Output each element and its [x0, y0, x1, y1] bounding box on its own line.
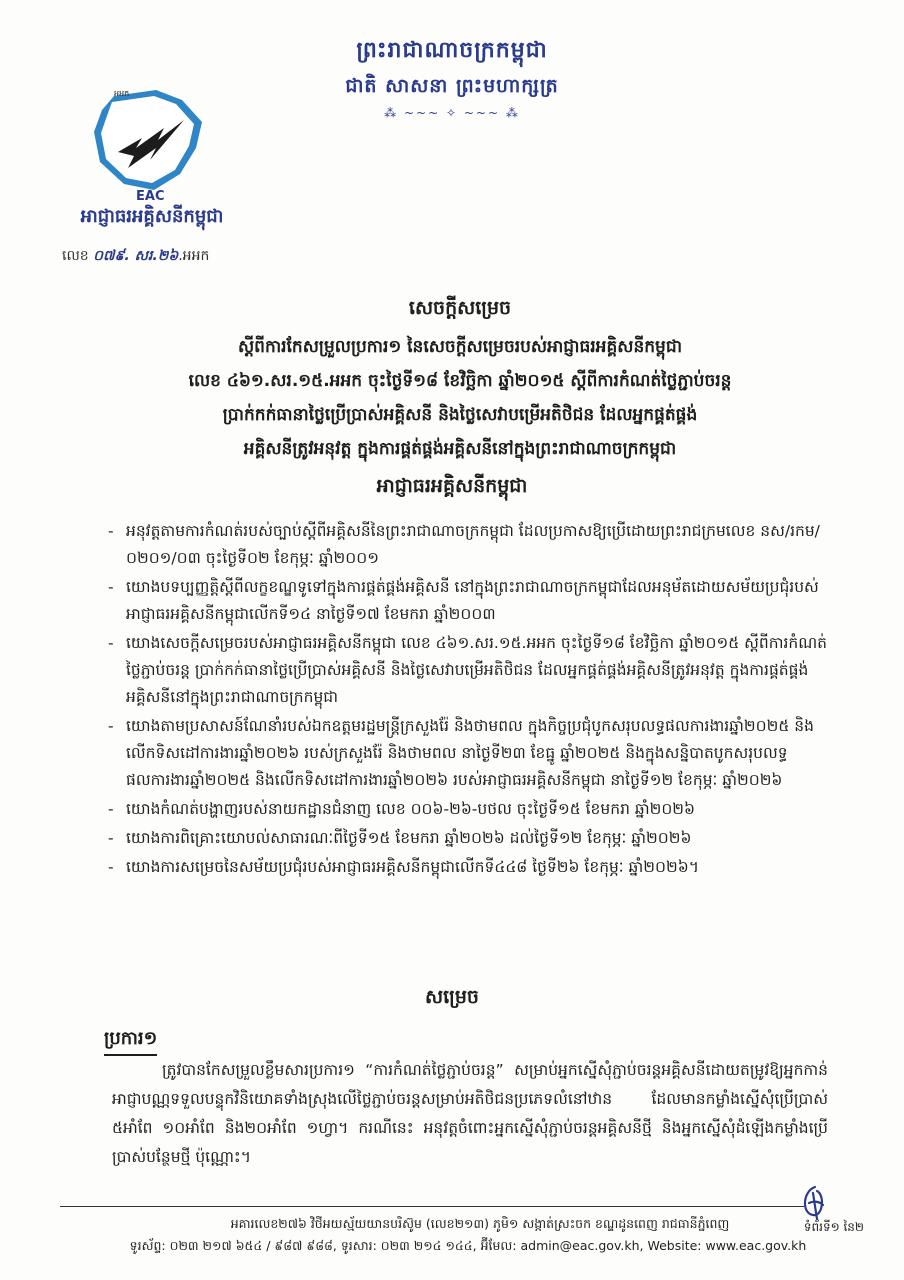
- footer-contact: ទូរស័ព្ទ: ០២៣ ២១៧ ៦៥៤ / ៩៨៧ ៩៨៨, ទូរសារ: ០២៣ ២១៤ ១៤៤, អ៊ីមែល: admin@eac.gov.kh, Website: www.eac.gov.kh: [129, 1238, 807, 1253]
- subject-line-4: អគ្គិសនីត្រូវអនុវត្ត ក្នុងការផ្គត់ផ្គង់អគ្គិសនីនៅក្នុងព្រះរាជាណាចក្រកម្ពុជា: [243, 439, 677, 459]
- footer-divider: [60, 1206, 804, 1207]
- decision-title-block: [60, 296, 860, 466]
- page-number: ទំព័រទី១ នៃ២: [803, 1220, 864, 1234]
- ornament-divider: ⁂ ~~~ ✧ ~~~ ⁂: [384, 106, 520, 120]
- recital-item: - យោងការសម្រេចនៃសម័យប្រជុំរបស់អាជ្ញាធរអគ្គិសនីកម្ពុជាលើកទី៤៤៨ ថ្ងៃទី២៦ ខែកុម្ភៈ ឆ្នាំ២០២៦។: [112, 854, 832, 881]
- reference-number: [62, 246, 209, 267]
- recitals-list: [112, 518, 832, 883]
- recital-item: - យោងបទប្បញ្ញត្តិស្តីពីលក្ខខណ្ឌទូទៅក្នុងការផ្គត់ផ្គង់អគ្គិសនី នៅក្នុងព្រះរាជាណាចក្រកម្ពុជាដែលអនុម័តដោយសម័យប្រជុំរបស់អាជ្ញាធរអគ្គិសនីកម្ពុជាលើកទី១៤ នាថ្ងៃទី១៧ ខែមករា ឆ្នាំ២០០៣: [112, 574, 832, 628]
- recital-item: - យោងការពិគ្រោះយោបល់សាធារណៈពីថ្ងៃទី១៥ ខែមករា ឆ្នាំ២០២៦ ដល់ថ្ងៃទី១២ ខែកុម្ភៈ ឆ្នាំ២០២៦: [112, 825, 832, 852]
- footer-address: អគារលេខ២៧៦ វិថីអយស្ម័យយានបរិស៊ូម (លេខ២១៣) ភូមិ១ សង្កាត់ស្រះចក ខណ្ឌដូនពេញ រាជធានីភ្នំពេញ: [230, 1216, 730, 1231]
- kingdom-title: ព្រះរាជាណាចក្រកម្ពុជា: [356, 38, 548, 63]
- national-motto: ជាតិ សាសនា ព្រះមហាក្សត្រ: [345, 75, 559, 97]
- logo-small-text: អអក: [114, 89, 130, 98]
- ref-prefix: លេខ: [62, 248, 89, 264]
- subject-line-2: លេខ ៤៦១.សរ.១៥.អអក ចុះថ្ងៃទី១៨ ខែវិច្ឆិកា ឆ្នាំ២០១៥ ស្តីពីការកំណត់ថ្លៃភ្ជាប់ចរន្ត: [188, 371, 732, 391]
- agency-name: អាជ្ញាធរអគ្គិសនីកម្ពុជា: [80, 206, 224, 227]
- decision-heading: សម្រេច: [425, 986, 479, 1008]
- subject-line-1: ស្តីពីការកែសម្រួលប្រការ១ នៃសេចក្តីសម្រេចរបស់អាជ្ញាធរអគ្គិសនីកម្ពុជា: [237, 337, 683, 357]
- logo-tag: EAC: [136, 189, 165, 202]
- ref-handwritten-number: ០៧៩. សរ.២៦: [93, 248, 179, 264]
- recital-item: - យោងសេចក្តីសម្រេចរបស់អាជ្ញាធរអគ្គិសនីកម្ពុជា លេខ ៤៦១.សរ.១៥.អអក ចុះថ្ងៃទី១៨ ខែវិច្ឆិកា ឆ្នាំ២០១៥ ស្តីពីការកំណត់ថ្លៃភ្ជាប់ចរន្ត ប្រាក់កក់ធានាថ្លៃប្រើប្រាស់អគ្គិសនី និងថ្លៃសេវាបម្រើអតិថិជន ដែលអ្នកផ្គត់ផ្គង់អគ្គិសនីត្រូវអនុវត្ត ក្នុងការផ្គត់ផ្គង់អគ្គិសនីនៅក្នុងព្រះរាជាណាចក្រកម្ពុជា: [112, 630, 832, 711]
- recital-item: - យោងកំណត់បង្ហាញរបស់នាយកដ្ឋានជំនាញ លេខ ០០៦-២៦-បថល ចុះថ្ងៃទី១៥ ខែមករា ឆ្នាំ២០២៦: [112, 796, 832, 823]
- eac-logo-icon: [84, 82, 214, 202]
- recital-item: - យោងតាមប្រសាសន៍ណែនាំរបស់ឯកឧត្តមរដ្ឋមន្ត្រីក្រសួងរ៉ែ និងថាមពល ក្នុងកិច្ចប្រជុំបូកសរុបលទ្ធផលការងារឆ្នាំ២០២៥ និងលើកទិសដៅការងារឆ្នាំ២០២៦ របស់ក្រសួងរ៉ែ និងថាមពល នាថ្ងៃទី២៣ ខែធ្នូ ឆ្នាំ២០២៥ និងក្នុងសន្និបាតបូកសរុបលទ្ធផលការងារឆ្នាំ២០២៥ និងលើកទិសដៅការងារឆ្នាំ២០២៦ របស់អាជ្ញាធរអគ្គិសនីកម្ពុជា នាថ្ងៃទី១២ ខែកុម្ភៈ ឆ្នាំ២០២៦: [112, 713, 832, 794]
- recital-item: - អនុវត្តតាមការកំណត់របស់ច្បាប់ស្តីពីអគ្គិសនីនៃព្រះរាជាណាចក្រកម្ពុជា ដែលប្រកាសឱ្យប្រើដោយព្រះរាជក្រមលេខ នស/រកម/០២០១/០៣ ចុះថ្ងៃទី០២ ខែកុម្ភៈ ឆ្នាំ២០០១: [112, 518, 832, 572]
- issuing-authority: អាជ្ញាធរអគ្គិសនីកម្ពុជា: [376, 475, 528, 497]
- subject-line-3: ប្រាក់កក់ធានាថ្លៃប្រើប្រាស់អគ្គិសនី និងថ្លៃសេវាបម្រើអតិថិជន ដែលអ្នកផ្គត់ផ្គង់: [222, 405, 698, 425]
- ref-suffix: .អអក: [178, 248, 210, 264]
- document-type: សេចក្តីសម្រេច: [408, 297, 512, 319]
- article-body: ត្រូវបានកែសម្រួលខ្លឹមសារប្រការ១ “ការកំណត់ថ្លៃភ្ជាប់ចរន្ត” សម្រាប់អ្នកស្នើសុំភ្ជាប់ចរន្តអគ្គិសនីដោយតម្រូវឱ្យអ្នកកាន់អាជ្ញាបណ្ណទទួលបន្ទុកវិនិយោគទាំងស្រុងលើថ្លៃភ្ជាប់ចរន្តសម្រាប់អតិថិជនប្រភេទលំនៅឋាន ដែលមានកម្លាំងស្នើសុំប្រើប្រាស់ ៥អាំពែ ១០អាំពែ និង២០អាំពែ ១ហ្វា។ ករណីនេះ អនុវត្តចំពោះអ្នកស្នើសុំភ្ជាប់ចរន្តអគ្គិសនីថ្មី និងអ្នកស្នើសុំដំឡើងកម្លាំងប្រើប្រាស់បន្ថែមថ្មី ប៉ុណ្ណោះ។: [112, 1061, 828, 1166]
- article-label: ប្រការ១: [104, 1026, 157, 1056]
